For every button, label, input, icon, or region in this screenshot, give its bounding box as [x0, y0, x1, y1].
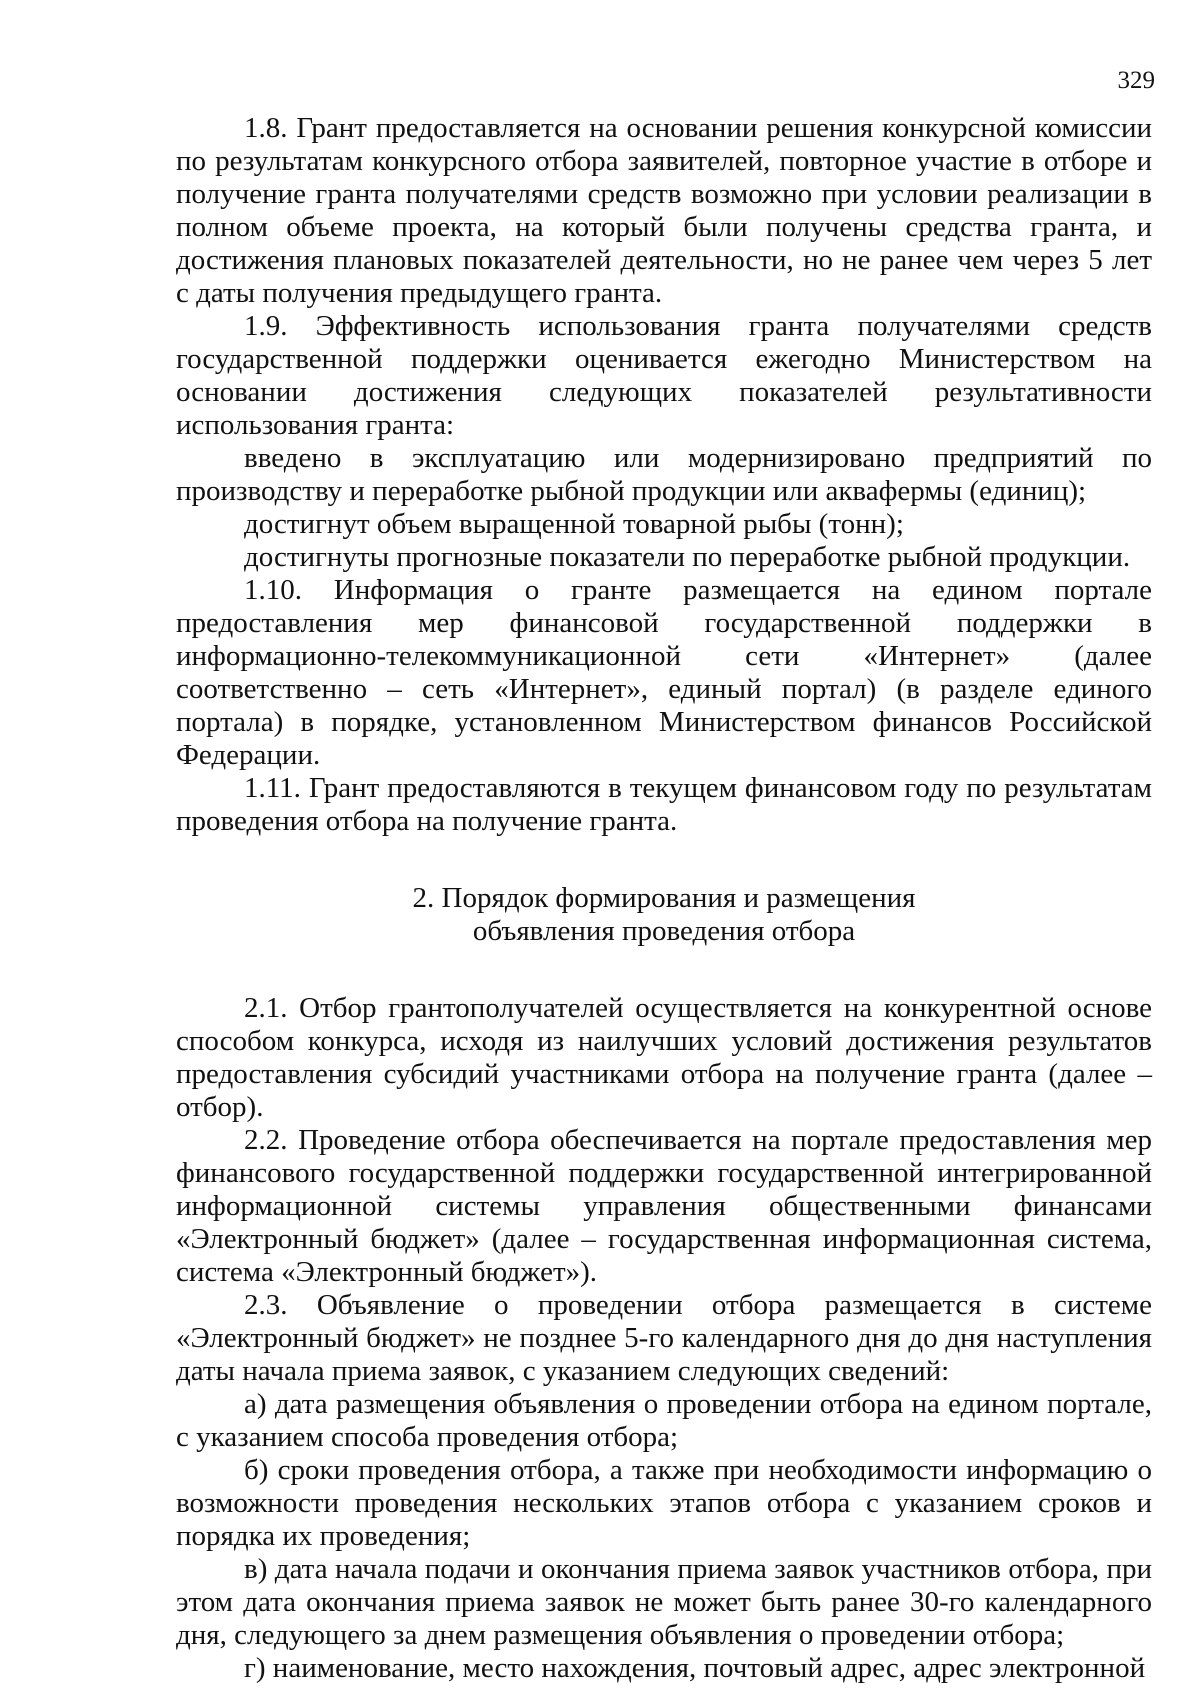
section-heading-line-2: объявления проведения отбора	[472, 915, 856, 947]
paragraph-1-11: 1.11. Грант предоставляются в текущем финансовом году по результатам проведения отбора на получение гранта.	[176, 772, 1152, 837]
page-number: 329	[1117, 67, 1155, 94]
paragraph-2-1: 2.1. Отбор грантополучателей осуществляется на конкурентной основе способом конкурса, исходя из наилучших условий достижения результатов предоставления субсидий участниками отбора на получение гранта (далее – отбор).	[176, 992, 1152, 1123]
paragraph-1-9: 1.9. Эффективность использования гранта получателями средств государственной поддержки оценивается ежегодно Министерством на основании достижения следующих показателей результативности использования гранта:	[176, 310, 1152, 441]
indicator-item-fish-volume: достигнут объем выращенной товарной рыбы (тонн);	[244, 508, 904, 540]
paragraph-2-2: 2.2. Проведение отбора обеспечивается на портале предоставления мер финансового государственной поддержки государственной интегрированной информационной системы управления общественными финансами «Электронный бюджет» (далее – государственная информационная система, система «Электронный бюджет»).	[176, 1124, 1152, 1288]
document-body	[176, 112, 1152, 1685]
section-heading-line-1: 2. Порядок формирования и размещения	[412, 882, 916, 914]
paragraph-1-8: 1.8. Грант предоставляется на основании решения конкурсной комиссии по результатам конкурсного отбора заявителей, повторное участие в отборе и получение гранта получателями средств возможно при условии реализации в полном объеме проекта, на который были получены средства гранта, и достижения плановых показателей деятельности, но не ранее чем через 5 лет с даты получения предыдущего гранта.	[176, 112, 1152, 309]
section-heading	[176, 882, 1152, 948]
list-item-a: а) дата размещения объявления о проведении отбора на едином портале, с указанием способа проведения отбора;	[176, 1388, 1152, 1453]
list-item-v: в) дата начала подачи и окончания приема заявок участников отбора, при этом дата окончания приема заявок не может быть ранее 30-го календарного дня, следующего за днем размещения объявления о проведении отбора;	[176, 1553, 1152, 1651]
indicator-item-processing: достигнуты прогнозные показатели по переработке рыбной продукции.	[244, 541, 1131, 573]
paragraph-2-3: 2.3. Объявление о проведении отбора размещается в системе «Электронный бюджет» не позднее 5-го календарного дня до дня наступления даты начала приема заявок, с указанием следующих сведений:	[176, 1289, 1152, 1387]
paragraph-1-10: 1.10. Информация о гранте размещается на едином портале предоставления мер финансовой государственной поддержки в информационно-телекоммуникационной сети «Интернет» (далее соответственно – сеть «Интернет», единый портал) (в разделе единого портала) в порядке, установленном Министерством финансов Российской Федерации.	[176, 574, 1152, 771]
list-item-b: б) сроки проведения отбора, а также при необходимости информацию о возможности проведения нескольких этапов отбора с указанием сроков и порядка их проведения;	[176, 1454, 1152, 1552]
indicator-item-enterprises: введено в эксплуатацию или модернизировано предприятий по производству и переработке рыбной продукции или аквафермы (единиц);	[176, 442, 1152, 507]
list-item-g: г) наименование, место нахождения, почтовый адрес, адрес электронной	[244, 1652, 1146, 1684]
